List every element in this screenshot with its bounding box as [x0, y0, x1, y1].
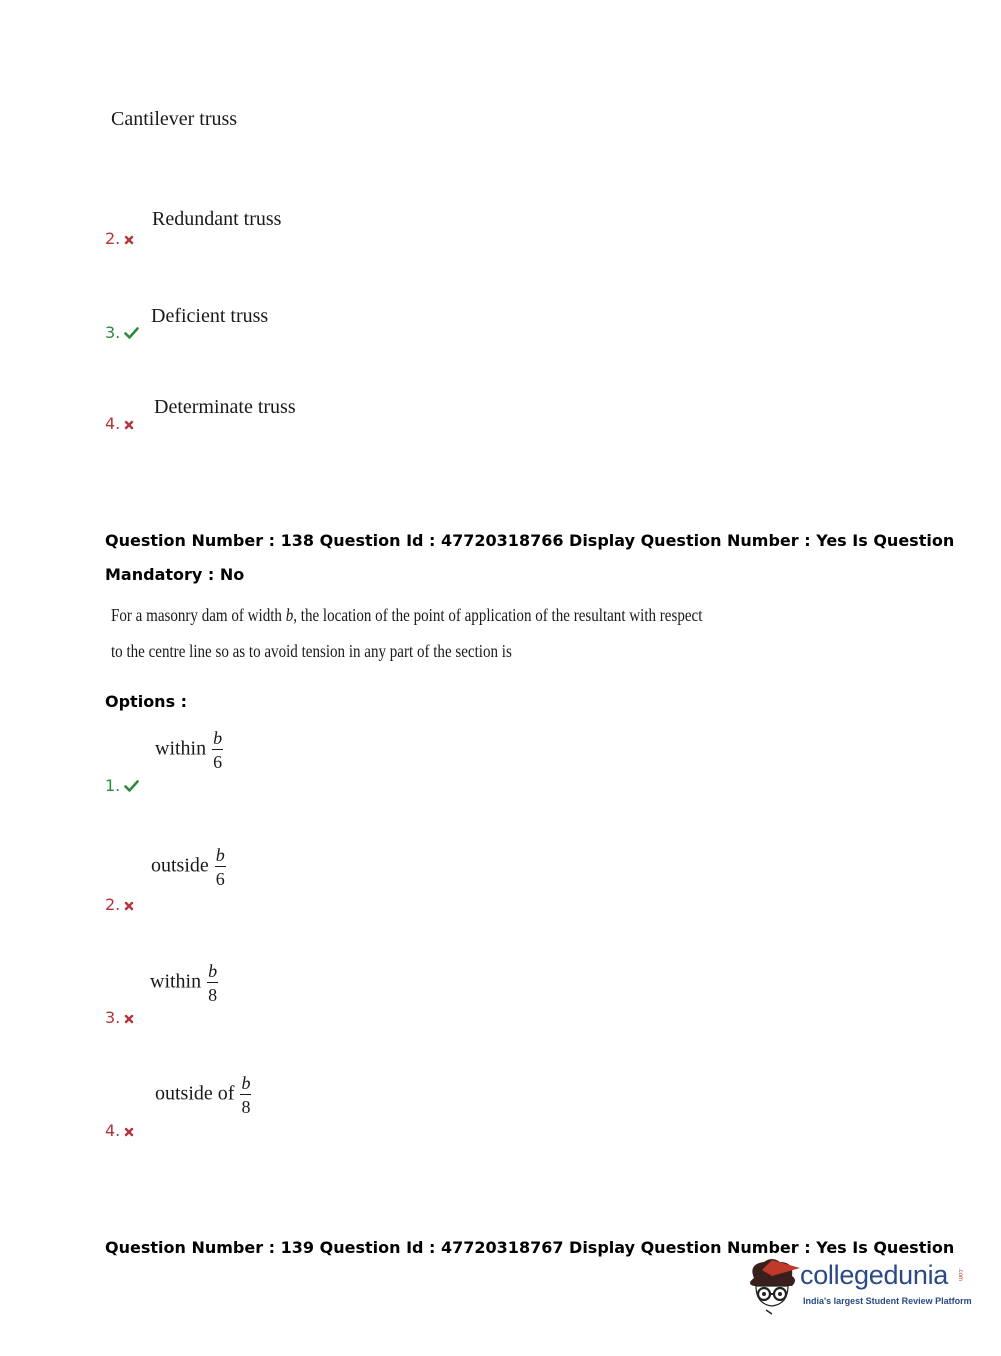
- q138-option-2-number: 2.: [105, 895, 134, 914]
- check-icon: [124, 323, 139, 342]
- question-139-header: Question Number : 139 Question Id : 47720318767 Display Question Number : Yes Is Question: [105, 1238, 955, 1257]
- q138-option-2-text: outside $\frac{b}{6}$: [151, 845, 225, 889]
- question-138-text-line2: to the centre line so as to avoid tension in any part of the section is: [111, 641, 512, 661]
- fraction: $\frac{b}{6}$: [215, 845, 225, 889]
- fraction: $\frac{b}{8}$: [241, 1073, 251, 1117]
- option-4-text: Determinate truss: [154, 396, 296, 418]
- cross-icon: [124, 1121, 134, 1140]
- q138-option-4-number: 4.: [105, 1121, 134, 1140]
- cross-icon: [124, 1008, 134, 1027]
- question-138-text-line1: For a masonry dam of width b, the location of the point of application of the resultant with respect: [111, 605, 703, 625]
- check-icon: [124, 776, 139, 795]
- options-label: Options :: [105, 692, 188, 711]
- option-3-text: Deficient truss: [151, 305, 269, 327]
- brand-name: collegedunia: [800, 1260, 949, 1290]
- cross-icon: [124, 414, 134, 433]
- question-138-header: Question Number : 138 Question Id : 47720318766 Display Question Number : Yes Is Question: [105, 531, 955, 550]
- q138-option-1-number: 1.: [105, 776, 139, 795]
- fraction: $\frac{b}{8}$: [208, 961, 218, 1005]
- collegedunia-logo: [742, 1256, 972, 1318]
- cross-icon: [124, 229, 134, 248]
- q138-option-4-text: outside of $\frac{b}{8}$: [155, 1073, 251, 1117]
- option-3-number: 3.: [105, 323, 139, 342]
- brand-tagline: India's largest Student Review Platform: [803, 1296, 972, 1306]
- option-2-number: 2.: [105, 229, 134, 248]
- option-4-number: 4.: [105, 414, 134, 433]
- variable-b: b: [285, 605, 294, 625]
- mascot-icon: [742, 1256, 802, 1318]
- q138-option-3-number: 3.: [105, 1008, 134, 1027]
- option-2-text: Redundant truss: [152, 208, 282, 230]
- brand-suffix: .com: [957, 1268, 963, 1282]
- question-138-mandatory: Mandatory : No: [105, 565, 245, 584]
- q138-option-1-text: within $\frac{b}{6}$: [155, 728, 223, 772]
- option-1-text: Cantilever truss: [111, 108, 238, 130]
- q138-option-3-text: within $\frac{b}{8}$: [150, 961, 218, 1005]
- fraction: $\frac{b}{6}$: [213, 728, 223, 772]
- cross-icon: [124, 895, 134, 914]
